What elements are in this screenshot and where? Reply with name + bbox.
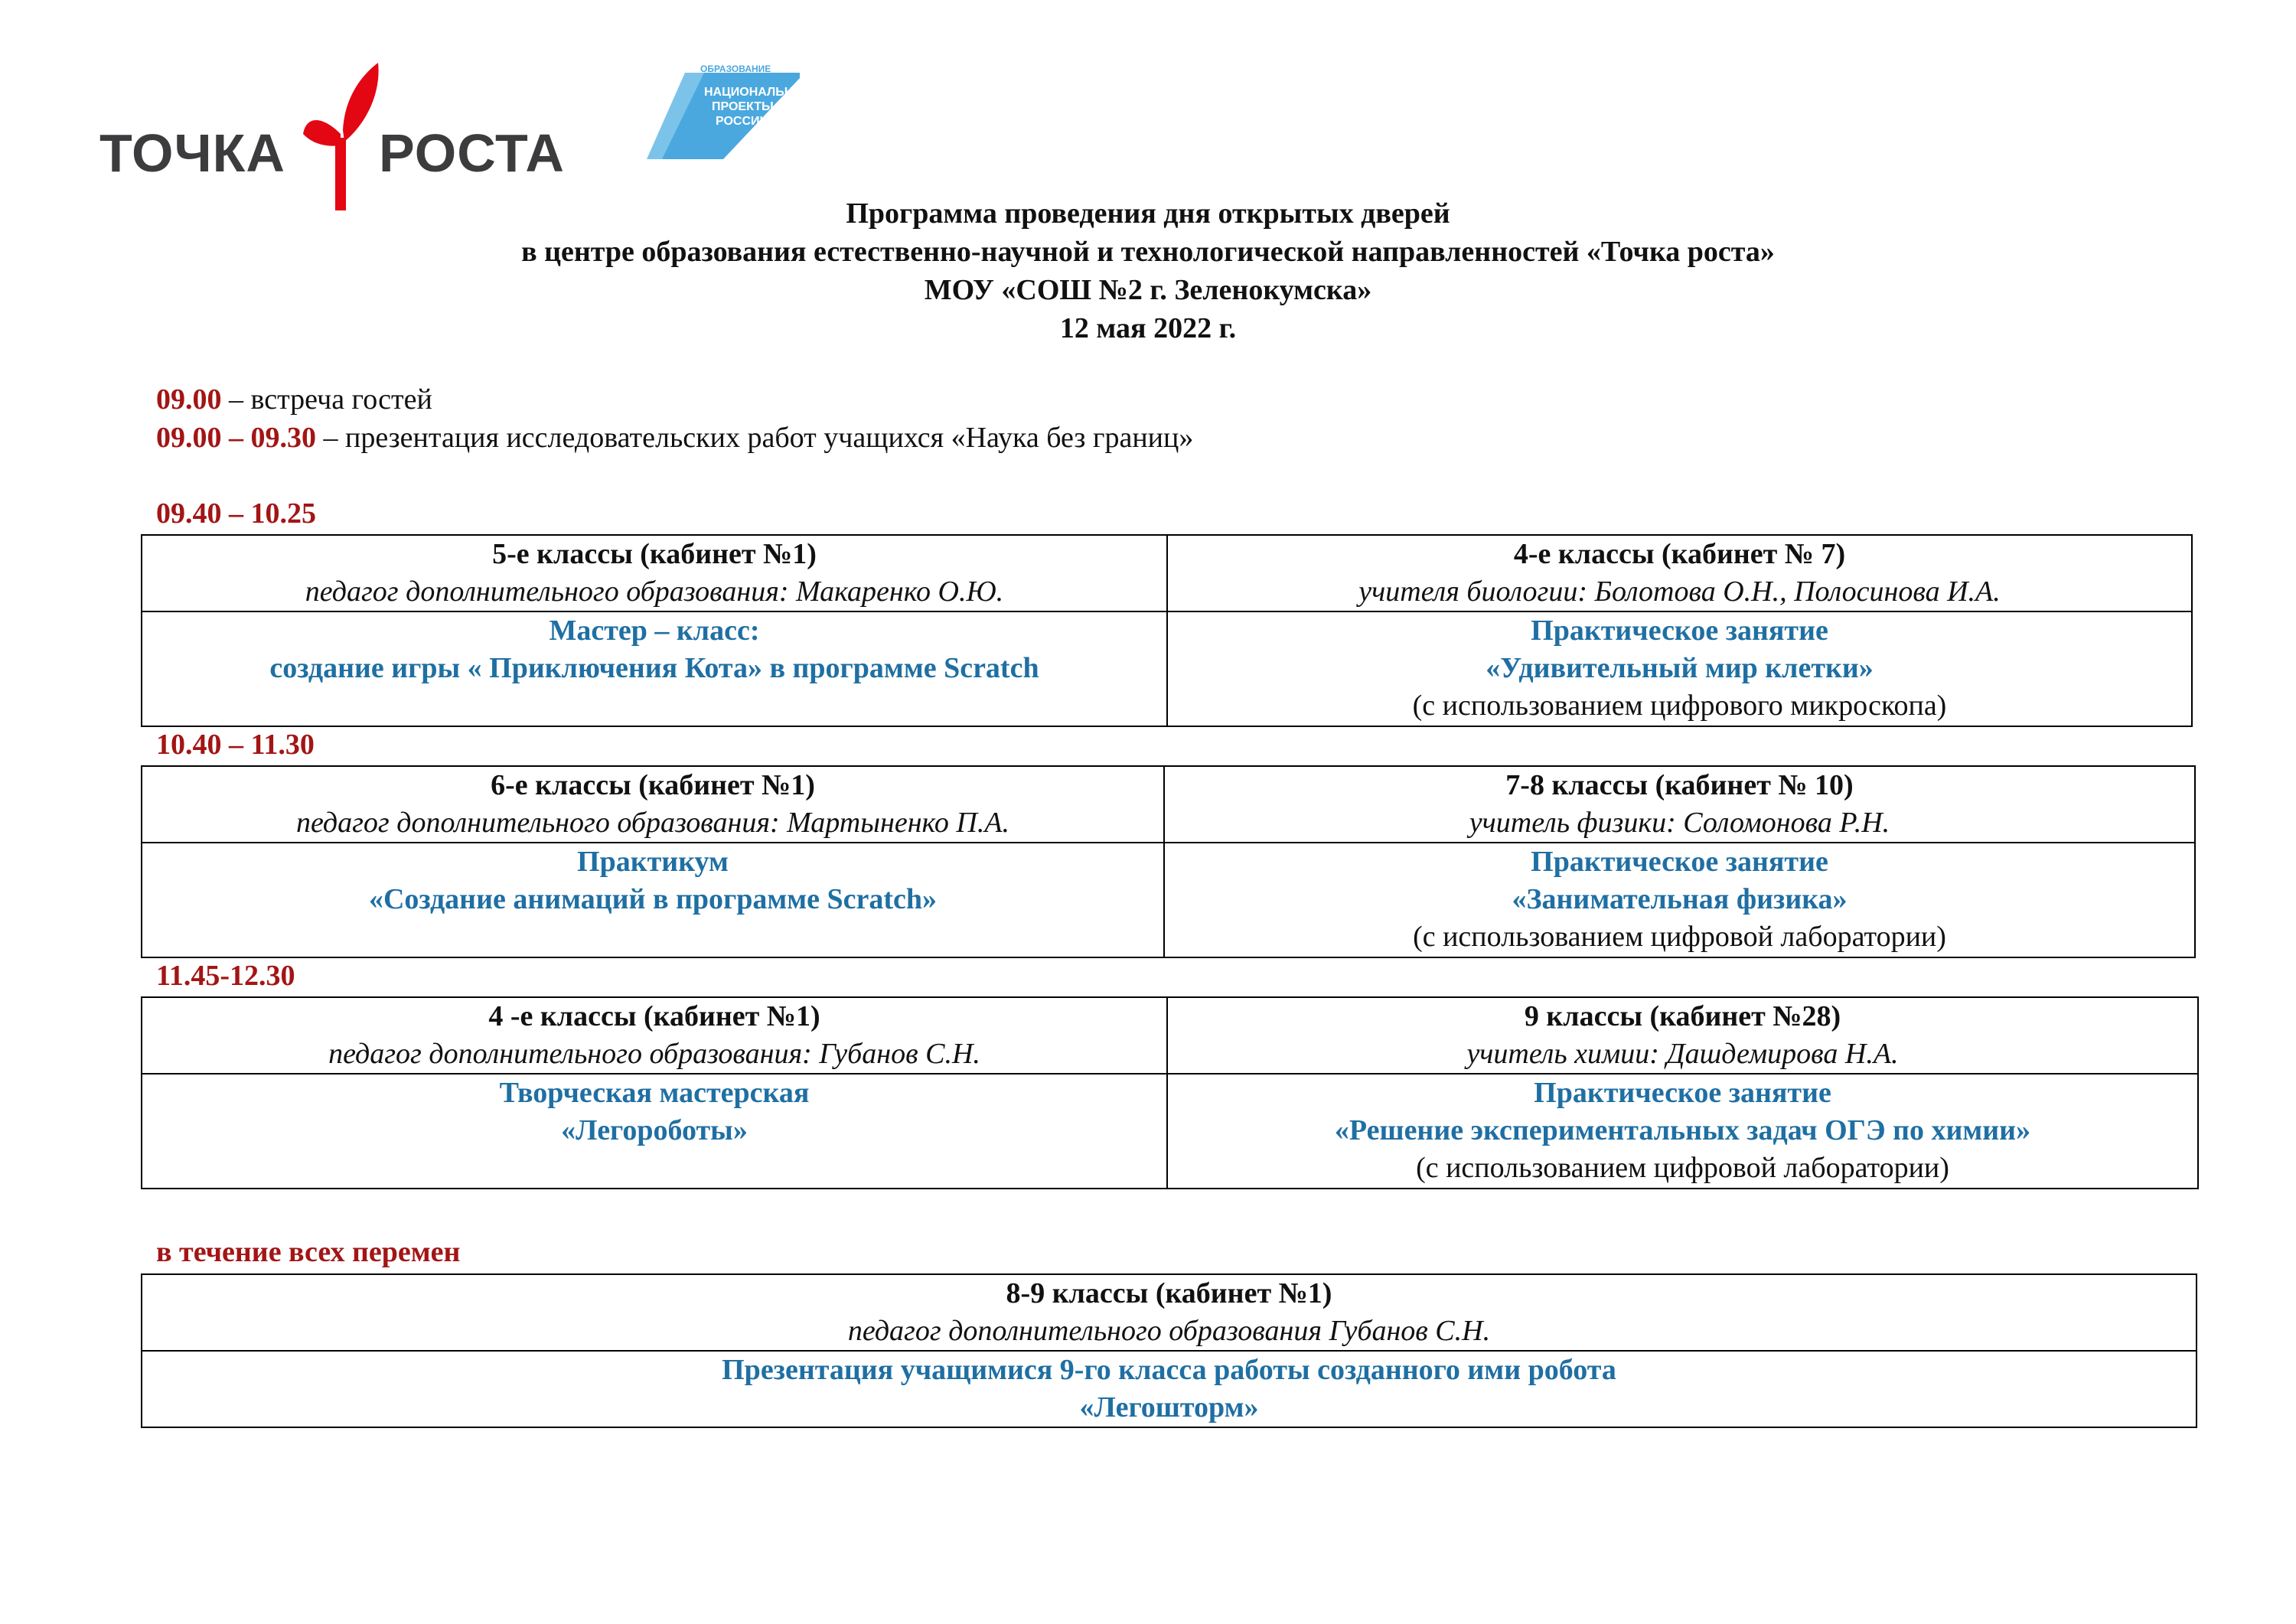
badge-line3: ПРОЕКТЫ	[712, 100, 774, 113]
breaks-table	[141, 1273, 2197, 1428]
activity-cell	[1164, 843, 2195, 957]
intro-text: – презентация исследовательских работ учащихся «Наука без границ»	[316, 422, 1194, 454]
activity-type: Творческая мастерская	[499, 1077, 810, 1109]
table-row	[142, 1074, 2198, 1189]
badge-line4: РОССИИ	[716, 115, 769, 128]
logo-word-tochka: ТОЧКА	[99, 123, 285, 183]
header-title: Программа проведения дня открытых дверей	[846, 197, 1450, 230]
table-row	[142, 1351, 2197, 1427]
activity-note: (с использованием цифровой лаборатории)	[1413, 921, 1946, 953]
activity-cell	[142, 611, 1167, 726]
activity-cell	[1167, 1074, 2198, 1189]
class-title: 8-9 классы (кабинет №1)	[1006, 1277, 1332, 1309]
activity-name: «Решение экспериментальных задач ОГЭ по химии»	[1334, 1114, 2031, 1146]
activity-note: (с использованием цифровой лаборатории)	[1416, 1152, 1949, 1184]
session-cell	[1164, 766, 2195, 843]
session-3-table	[141, 996, 2199, 1189]
table-row	[142, 843, 2195, 957]
activity-name: «Легороботы»	[561, 1114, 748, 1146]
header-school: МОУ «СОШ №2 г. Зеленокумска»	[924, 274, 1372, 306]
badge-line2: НАЦИОНАЛЬНЫЕ	[704, 86, 814, 99]
activity-cell	[1167, 611, 2192, 726]
breaks-time: в течение всех перемен	[156, 1236, 461, 1268]
activity-cell	[142, 1351, 2197, 1427]
session-cell	[142, 535, 1167, 611]
session-cell	[142, 766, 1164, 843]
class-title: 5-е классы (кабинет №1)	[492, 538, 817, 570]
activity-type: Презентация учащимися 9-го класса работы созданного ими робота	[722, 1354, 1616, 1386]
teacher: учителя биологии: Болотова О.Н., Полосинова И.А.	[1358, 576, 2001, 608]
table-row	[142, 1274, 2197, 1351]
class-title: 7-8 классы (кабинет № 10)	[1505, 769, 1854, 801]
intro-time: 09.00 – 09.30	[156, 422, 316, 454]
teacher: учитель химии: Дашдемирова Н.А.	[1466, 1038, 1899, 1070]
session-3-time: 11.45-12.30	[156, 960, 295, 992]
intro-time: 09.00	[156, 383, 222, 416]
teacher: педагог дополнительного образования: Губанов С.Н.	[328, 1038, 980, 1070]
activity-cell	[142, 843, 1164, 957]
sprout-icon	[298, 61, 383, 214]
intro-line-2	[156, 419, 1193, 457]
activity-name: «Создание анимаций в программе Scratch»	[368, 883, 938, 915]
activity-type: Практическое занятие	[1531, 846, 1828, 878]
teacher: педагог дополнительного образования: Макаренко О.Ю.	[305, 576, 1004, 608]
document-header	[0, 194, 2296, 347]
intro-line-1	[156, 380, 432, 419]
session-1-table	[141, 534, 2193, 727]
teacher: учитель физики: Соломонова Р.Н.	[1469, 807, 1890, 839]
class-title: 6-е классы (кабинет №1)	[491, 769, 815, 801]
activity-name: «Занимательная физика»	[1512, 883, 1848, 915]
badge-line1: ОБРАЗОВАНИЕ	[700, 64, 771, 74]
activity-type: Практическое занятие	[1531, 615, 1828, 647]
class-title: 4-е классы (кабинет № 7)	[1513, 538, 1846, 570]
table-row	[142, 535, 2192, 611]
session-cell	[142, 997, 1167, 1074]
header-subtitle: в центре образования естественно-научной и технологической направленностей «Точка роста»	[521, 236, 1775, 268]
teacher: педагог дополнительного образования: Мартыненко П.А.	[295, 807, 1010, 839]
class-title: 4 -е классы (кабинет №1)	[488, 1000, 820, 1032]
table-row	[142, 997, 2198, 1074]
activity-name: «Удивительный мир клетки»	[1486, 652, 1874, 684]
logo-word-rosta: РОСТА	[379, 123, 565, 183]
activity-note: (с использованием цифрового микроскопа)	[1412, 690, 1947, 722]
session-cell	[1167, 997, 2198, 1074]
session-cell	[1167, 535, 2192, 611]
activity-type: Практикум	[577, 846, 729, 878]
session-2-time: 10.40 – 11.30	[156, 729, 315, 761]
teacher: педагог дополнительного образования Губанов С.Н.	[847, 1315, 1491, 1347]
session-1-time: 09.40 – 10.25	[156, 497, 316, 530]
national-projects-badge-icon	[570, 61, 814, 165]
table-row	[142, 611, 2192, 726]
activity-type: Практическое занятие	[1534, 1077, 1831, 1109]
activity-name: создание игры « Приключения Кота» в программе Scratch	[269, 652, 1039, 684]
class-title: 9 классы (кабинет №28)	[1524, 1000, 1841, 1032]
session-2-table	[141, 765, 2196, 958]
table-row	[142, 766, 2195, 843]
session-cell	[142, 1274, 2197, 1351]
activity-cell	[142, 1074, 1167, 1189]
activity-name: «Легошторм»	[1079, 1391, 1259, 1423]
header-date: 12 мая 2022 г.	[1059, 312, 1237, 344]
intro-text: – встреча гостей	[221, 383, 432, 416]
activity-type: Мастер – класс:	[549, 615, 760, 647]
